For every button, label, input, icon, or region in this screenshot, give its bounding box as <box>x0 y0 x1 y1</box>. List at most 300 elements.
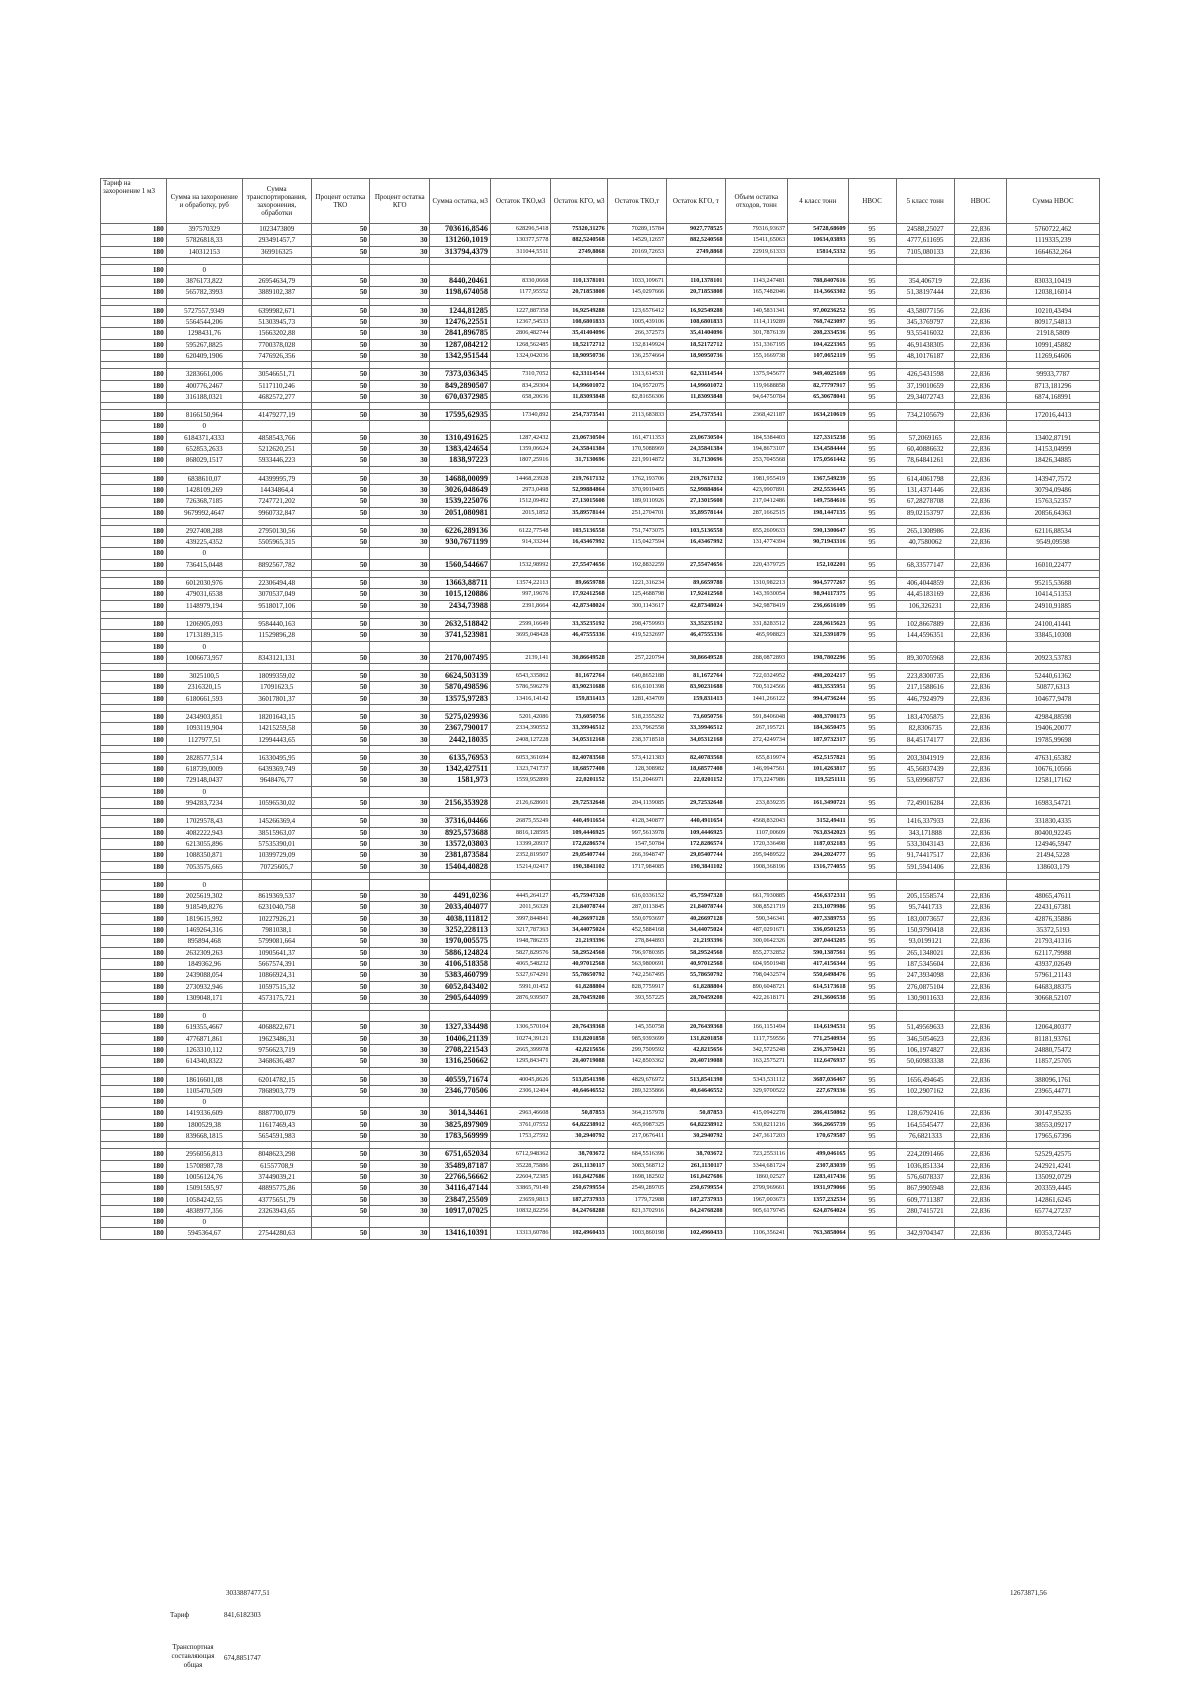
table-cell: 18,68577408 <box>551 764 607 775</box>
table-cell: 22,836 <box>954 838 1006 849</box>
table-cell: 180 <box>101 507 167 518</box>
column-header: Остаток ТКО,м3 <box>490 179 550 224</box>
table-cell: 2632,518842 <box>430 618 490 629</box>
table-cell: 50 <box>311 339 369 350</box>
table-cell: 483,3535951 <box>788 682 848 693</box>
table-cell <box>725 641 788 652</box>
table-cell: 22,836 <box>954 444 1006 455</box>
table-cell: 11617469,43 <box>242 1119 311 1130</box>
table-cell <box>848 872 896 879</box>
table-cell: 95 <box>848 235 896 246</box>
table-cell: 34,05312168 <box>551 734 607 745</box>
table-cell: 1819615,992 <box>166 913 242 924</box>
table-cell: 64,82238912 <box>551 1119 607 1130</box>
table-cell: 1298431,76 <box>166 328 242 339</box>
table-cell <box>788 257 848 264</box>
table-cell: 34,05312168 <box>667 734 725 745</box>
table-cell: 30 <box>370 380 430 391</box>
table-cell: 346,5054623 <box>896 1033 954 1044</box>
table-cell <box>896 872 954 879</box>
table-cell: 80917,54813 <box>1007 317 1100 328</box>
table-cell: 518,2355292 <box>607 711 666 722</box>
table-cell: 2126,628601 <box>490 798 550 809</box>
table-cell: 180 <box>101 432 167 443</box>
table-cell <box>490 548 550 559</box>
table-cell <box>954 298 1006 305</box>
table-cell: 40045,8626 <box>490 1074 550 1085</box>
table-cell: 684,5516396 <box>607 1149 666 1160</box>
table-cell: 79316,93637 <box>725 224 788 235</box>
table-row <box>101 548 1100 559</box>
table-cell <box>166 1067 242 1074</box>
spacer-row <box>101 872 1100 879</box>
tariff-table <box>100 178 1100 1240</box>
table-cell: 50 <box>311 1085 369 1096</box>
table-cell: 51,38197444 <box>896 287 954 298</box>
table-cell: 1036,851334 <box>896 1160 954 1171</box>
table-cell: 22,836 <box>954 1033 1006 1044</box>
table-cell <box>848 745 896 752</box>
table-cell: 8925,573688 <box>430 827 490 838</box>
table-cell: 22,836 <box>954 1160 1006 1171</box>
table-cell <box>242 1217 311 1228</box>
table-cell: 95 <box>848 317 896 328</box>
table-cell: 2170,007495 <box>430 652 490 663</box>
table-cell: 30 <box>370 947 430 958</box>
table-cell: 62117,79988 <box>1007 947 1100 958</box>
table-cell: 616,0336152 <box>607 891 666 902</box>
table-cell <box>788 704 848 711</box>
table-cell: 30 <box>370 1074 430 1085</box>
table-cell: 27,55474656 <box>551 559 607 570</box>
table-cell: 95 <box>848 671 896 682</box>
table-cell: 22,836 <box>954 902 1006 913</box>
table-cell <box>725 466 788 473</box>
table-cell: 12064,80377 <box>1007 1022 1100 1033</box>
table-cell: 180 <box>101 618 167 629</box>
table-cell: 1359,06624 <box>490 444 550 455</box>
table-cell: 22,836 <box>954 775 1006 786</box>
table-cell: 27950130,56 <box>242 525 311 536</box>
spacer-row <box>101 664 1100 671</box>
table-cell: 180 <box>101 1131 167 1142</box>
table-cell <box>667 403 725 410</box>
table-cell <box>954 1004 1006 1011</box>
table-cell: 180 <box>101 838 167 849</box>
table-cell: 95 <box>848 1119 896 1130</box>
table-cell: 6439369,749 <box>242 764 311 775</box>
table-cell: 89,30705968 <box>896 652 954 663</box>
table-cell: 300,0642326 <box>725 936 788 947</box>
table-cell: 180 <box>101 1056 167 1067</box>
table-cell: 590,1300647 <box>788 525 848 536</box>
table-cell <box>551 704 607 711</box>
table-cell <box>370 466 430 473</box>
table-cell: 180 <box>101 798 167 809</box>
table-cell: 95215,53688 <box>1007 578 1100 589</box>
table-cell: 94,64750784 <box>725 391 788 402</box>
table-cell: 17,92412568 <box>667 589 725 600</box>
table-cell: 146,9947561 <box>725 764 788 775</box>
table-cell: 95 <box>848 589 896 600</box>
table-cell: 102,4960433 <box>551 1228 607 1239</box>
table-cell: 114,3663302 <box>788 287 848 298</box>
table-cell <box>551 466 607 473</box>
table-cell <box>370 1217 430 1228</box>
table-cell: 98,94117375 <box>788 589 848 600</box>
table-cell <box>1007 466 1100 473</box>
table-cell <box>370 704 430 711</box>
table-cell: 50 <box>311 838 369 849</box>
table-cell: 768,7423097 <box>788 317 848 328</box>
table-cell: 624,8764024 <box>788 1205 848 1216</box>
table-cell <box>311 421 369 432</box>
table-cell <box>370 1011 430 1022</box>
table-cell: 233,7962558 <box>607 723 666 734</box>
table-cell: 2051,080981 <box>430 507 490 518</box>
table-cell: 180 <box>101 1033 167 1044</box>
table-cell: 180 <box>101 264 167 275</box>
table-cell: 95 <box>848 1045 896 1056</box>
table-cell: 30 <box>370 711 430 722</box>
table-cell: 573,4121383 <box>607 752 666 763</box>
table-cell <box>242 466 311 473</box>
table-cell: 30 <box>370 455 430 466</box>
table-cell: 5786,596279 <box>490 682 550 693</box>
table-cell: 2316320,15 <box>166 682 242 693</box>
table-cell: 1783,569999 <box>430 1131 490 1142</box>
table-cell: 406,4044859 <box>896 578 954 589</box>
table-cell: 95 <box>848 693 896 704</box>
table-cell: 180 <box>101 682 167 693</box>
table-row <box>101 328 1100 339</box>
table-cell <box>667 704 725 711</box>
table-cell <box>954 1067 1006 1074</box>
table-cell: 108,6801833 <box>551 317 607 328</box>
table-cell: 54728,68609 <box>788 224 848 235</box>
table-cell: 882,5240568 <box>667 235 725 246</box>
table-cell: 22,836 <box>954 246 1006 257</box>
table-cell <box>551 257 607 264</box>
table-cell <box>954 421 1006 432</box>
table-cell <box>607 641 666 652</box>
table-cell: 50 <box>311 455 369 466</box>
table-cell: 30,86649528 <box>551 652 607 663</box>
table-cell <box>370 611 430 618</box>
table-cell: 30 <box>370 537 430 548</box>
table-cell: 30 <box>370 246 430 257</box>
table-cell: 5212620,251 <box>242 444 311 455</box>
table-cell: 64,82238912 <box>667 1119 725 1130</box>
table-cell: 95 <box>848 496 896 507</box>
table-cell: 50 <box>311 630 369 641</box>
table-cell: 50 <box>311 1171 369 1182</box>
table-cell: 24,35841384 <box>551 444 607 455</box>
table-cell: 90,71943316 <box>788 537 848 548</box>
table-cell <box>1007 298 1100 305</box>
table-cell: 287,1662515 <box>725 507 788 518</box>
table-cell: 266,3948747 <box>607 850 666 861</box>
table-row <box>101 723 1100 734</box>
table-cell: 50,87853 <box>667 1108 725 1119</box>
table-cell: 298,4759993 <box>607 618 666 629</box>
table-cell: 50 <box>311 600 369 611</box>
table-cell: 3025100,5 <box>166 671 242 682</box>
table-cell: 2391,8664 <box>490 600 550 611</box>
table-cell: 217,0676411 <box>607 1131 666 1142</box>
table-cell: 13575,97283 <box>430 693 490 704</box>
table-cell: 36017801,37 <box>242 693 311 704</box>
table-cell: 5343,531112 <box>725 1074 788 1085</box>
table-cell <box>370 664 430 671</box>
table-cell: 30 <box>370 287 430 298</box>
table-cell: 0 <box>166 421 242 432</box>
table-cell: 3014,34461 <box>430 1108 490 1119</box>
table-cell: 21,84078744 <box>667 902 725 913</box>
table-cell: 796,9780395 <box>607 947 666 958</box>
table-cell: 618739,0009 <box>166 764 242 775</box>
table-cell <box>848 664 896 671</box>
table-cell: 1908,368196 <box>725 861 788 872</box>
table-cell <box>551 362 607 369</box>
table-cell: 771,2540934 <box>788 1033 848 1044</box>
table-cell: 1532,98992 <box>490 559 550 570</box>
table-cell: 95 <box>848 958 896 969</box>
table-cell: 140312153 <box>166 246 242 257</box>
table-cell <box>101 664 167 671</box>
table-cell <box>490 872 550 879</box>
table-cell <box>101 257 167 264</box>
table-cell: 914,33244 <box>490 537 550 548</box>
table-cell: 95 <box>848 1149 896 1160</box>
table-cell: 22,836 <box>954 1045 1006 1056</box>
table-cell: 50 <box>311 925 369 936</box>
table-cell: 722,0324952 <box>725 671 788 682</box>
table-cell: 6180661,593 <box>166 693 242 704</box>
table-row <box>101 641 1100 652</box>
table-cell: 30 <box>370 723 430 734</box>
table-cell: 184,5384403 <box>725 432 788 443</box>
table-cell: 2307,83039 <box>788 1160 848 1171</box>
table-cell: 12367,54533 <box>490 317 550 328</box>
table-cell <box>788 1097 848 1108</box>
table-cell: 50 <box>311 775 369 786</box>
table-cell: 1327,334498 <box>430 1022 490 1033</box>
table-cell: 10274,39121 <box>490 1033 550 1044</box>
table-cell: 22,836 <box>954 630 1006 641</box>
table-cell: 331,8283512 <box>725 618 788 629</box>
table-cell: 1221,316234 <box>607 578 666 589</box>
table-cell: 11,83093848 <box>667 391 725 402</box>
table-cell: 342,5725248 <box>725 1045 788 1056</box>
table-cell <box>430 257 490 264</box>
table-cell: 83,90231688 <box>667 682 725 693</box>
table-cell: 2973,0498 <box>490 484 550 495</box>
table-cell: 180 <box>101 589 167 600</box>
table-cell: 62116,88534 <box>1007 525 1100 536</box>
table-cell: 5275,029936 <box>430 711 490 722</box>
table-cell <box>848 611 896 618</box>
table-cell <box>166 745 242 752</box>
table-cell: 165,7482046 <box>725 287 788 298</box>
table-cell: 55,78650792 <box>667 970 725 981</box>
table-cell: 180 <box>101 350 167 361</box>
table-cell <box>848 1067 896 1074</box>
table-cell: 95 <box>848 816 896 827</box>
table-cell: 50 <box>311 1194 369 1205</box>
table-cell: 50 <box>311 484 369 495</box>
table-cell: 2927408,288 <box>166 525 242 536</box>
table-cell: 50 <box>311 1056 369 1067</box>
table-cell: 180 <box>101 246 167 257</box>
table-cell: 161,8427686 <box>667 1171 725 1182</box>
table-cell: 95 <box>848 391 896 402</box>
table-cell: 10596530,02 <box>242 798 311 809</box>
table-cell: 8887700,079 <box>242 1108 311 1119</box>
table-cell: 10905641,37 <box>242 947 311 958</box>
table-cell <box>490 403 550 410</box>
table-cell <box>788 664 848 671</box>
table-cell: 50 <box>311 693 369 704</box>
table-cell: 82,77797917 <box>788 380 848 391</box>
table-cell <box>1007 1004 1100 1011</box>
table-cell <box>896 1004 954 1011</box>
table-cell <box>725 1011 788 1022</box>
table-cell <box>311 786 369 797</box>
table-cell: 1948,786235 <box>490 936 550 947</box>
table-cell: 102,4960433 <box>667 1228 725 1239</box>
table-cell: 221,9914872 <box>607 455 666 466</box>
table-cell <box>667 571 725 578</box>
table-row <box>101 1149 1100 1160</box>
table-cell <box>788 298 848 305</box>
table-cell <box>311 548 369 559</box>
table-cell: 1838,97223 <box>430 455 490 466</box>
table-cell: 130377,5778 <box>490 235 550 246</box>
table-cell: 24588,25027 <box>896 224 954 235</box>
table-cell <box>430 466 490 473</box>
table-cell: 204,2024777 <box>788 850 848 861</box>
table-cell: 3687,036467 <box>788 1074 848 1085</box>
table-cell: 590,346341 <box>725 913 788 924</box>
table-cell: 5564544,206 <box>166 317 242 328</box>
table-cell: 124946,5947 <box>1007 838 1100 849</box>
table-cell: 27,13015608 <box>667 496 725 507</box>
table-cell: 95 <box>848 246 896 257</box>
table-cell: 43937,02649 <box>1007 958 1100 969</box>
table-cell: 164,5545477 <box>896 1119 954 1130</box>
table-cell: 700,5124566 <box>725 682 788 693</box>
table-cell <box>848 1011 896 1022</box>
table-cell: 247,3617203 <box>725 1131 788 1142</box>
table-cell: 180 <box>101 1011 167 1022</box>
table-cell <box>896 518 954 525</box>
table-cell: 190,3841102 <box>667 861 725 872</box>
table-cell: 2665,399978 <box>490 1045 550 1056</box>
table-row <box>101 559 1100 570</box>
table-cell: 50 <box>311 723 369 734</box>
table-cell <box>1007 872 1100 879</box>
table-cell: 180 <box>101 410 167 421</box>
table-row <box>101 816 1100 827</box>
table-cell: 4838977,356 <box>166 1205 242 1216</box>
table-cell: 2368,421187 <box>725 410 788 421</box>
table-row <box>101 902 1100 913</box>
table-cell: 29,05407744 <box>667 850 725 861</box>
table-cell: 22,836 <box>954 350 1006 361</box>
table-cell: 95 <box>848 618 896 629</box>
table-cell: 207,0443205 <box>788 936 848 947</box>
table-cell <box>788 872 848 879</box>
table-cell: 22,836 <box>954 391 1006 402</box>
table-cell: 9679992,4647 <box>166 507 242 518</box>
table-cell: 6838610,07 <box>166 473 242 484</box>
table-cell: 95 <box>848 537 896 548</box>
table-cell: 30 <box>370 484 430 495</box>
table-cell: 1107,00609 <box>725 827 788 838</box>
table-cell <box>725 403 788 410</box>
table-cell: 2139,141 <box>490 652 550 663</box>
table-cell: 2025619,302 <box>166 891 242 902</box>
table-row <box>101 421 1100 432</box>
table-cell <box>101 403 167 410</box>
table-cell: 22,836 <box>954 235 1006 246</box>
table-cell <box>954 1011 1006 1022</box>
table-cell: 108,6801833 <box>667 317 725 328</box>
table-cell: 9648476,77 <box>242 775 311 786</box>
table-cell <box>101 571 167 578</box>
table-cell: 30 <box>370 589 430 600</box>
table-cell: 161,3490721 <box>788 798 848 809</box>
table-cell: 95 <box>848 305 896 316</box>
table-cell <box>1007 786 1100 797</box>
table-cell <box>848 1142 896 1149</box>
table-cell: 30 <box>370 444 430 455</box>
table-cell: 21793,41316 <box>1007 936 1100 947</box>
table-cell: 42984,88598 <box>1007 711 1100 722</box>
table-cell <box>551 809 607 816</box>
table-cell: 14,99601072 <box>551 380 607 391</box>
table-cell: 50 <box>311 1228 369 1239</box>
table-cell: 0 <box>166 786 242 797</box>
table-cell: 336,0501253 <box>788 925 848 936</box>
table-cell <box>848 518 896 525</box>
table-row <box>101 1074 1100 1085</box>
table-cell <box>848 466 896 473</box>
table-cell: 18,90950736 <box>667 350 725 361</box>
table-cell: 95 <box>848 850 896 861</box>
table-cell: 994,4736244 <box>788 693 848 704</box>
table-cell <box>490 809 550 816</box>
table-cell <box>490 518 550 525</box>
table-cell: 1287,42432 <box>490 432 550 443</box>
table-cell <box>725 362 788 369</box>
table-cell <box>370 571 430 578</box>
table-cell: 22,836 <box>954 1228 1006 1239</box>
table-cell: 172,8286574 <box>551 838 607 849</box>
table-cell: 30 <box>370 891 430 902</box>
table-cell: 95 <box>848 1033 896 1044</box>
table-cell: 52,99884864 <box>551 484 607 495</box>
table-cell: 183,4705875 <box>896 711 954 722</box>
table-cell: 1753,27592 <box>490 1131 550 1142</box>
table-cell: 95,7441733 <box>896 902 954 913</box>
table-cell: 50 <box>311 992 369 1003</box>
table-cell: 95 <box>848 775 896 786</box>
table-cell: 30 <box>370 1085 430 1096</box>
table-cell: 30 <box>370 981 430 992</box>
table-cell: 180 <box>101 641 167 652</box>
